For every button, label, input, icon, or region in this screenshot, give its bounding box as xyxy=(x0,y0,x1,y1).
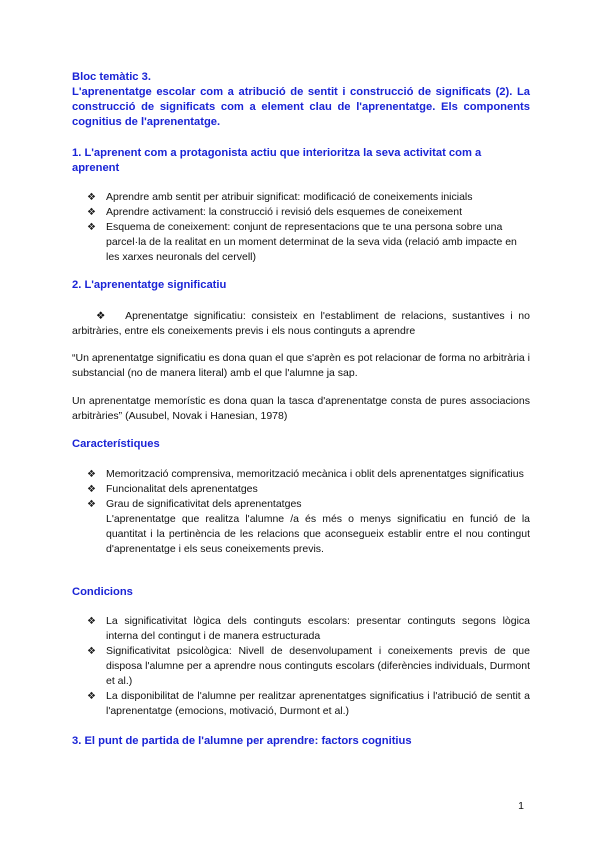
bullet-diamond-icon: ❖ xyxy=(87,691,96,702)
list-item: ❖ Memorització comprensiva, memorització mecànica i oblit dels aprenentatges significatius xyxy=(87,468,524,480)
list-item: ❖ Significativitat psicològica: Nivell de desenvolupament i coneixements previs de que disposa l'alumne per a aprendre nous continguts escolars (diferències individuals, Durmont et al.) xyxy=(87,645,530,687)
quote-paragraph-2: Un aprenentatge memorístic es dona quan la tasca d'aprenentatge consta de pures associacions arbitràries” (Ausubel, Novak i Hanesian, 1978) xyxy=(72,395,530,422)
bullet-diamond-icon: ❖ xyxy=(96,310,109,322)
list-item: ❖ La disponibilitat de l'alumne per realitzar aprenentatges significatius i l'atribució de sentit a l'aprenentatge (emocions, motivació, Durmont et al.) xyxy=(87,690,530,717)
section-heading-3: 3. El punt de partida de l'alumne per aprendre: factors cognitius xyxy=(72,735,412,747)
list-item: ❖ Grau de significativitat dels aprenentatges xyxy=(87,498,302,510)
section-1-list xyxy=(72,190,530,265)
bullet-diamond-icon: ❖ xyxy=(87,646,96,657)
list-item: ❖ Esquema de coneixement: conjunt de representacions que te una persona sobre una parcel·la de la realitat en un moment determinat de la seva vida (relació amb impacte en les xarxes neuronals del cervell) xyxy=(87,221,517,263)
bullet-diamond-icon: ❖ xyxy=(87,484,96,495)
bullet-diamond-icon: ❖ xyxy=(87,499,96,510)
caracteristiques-list xyxy=(72,467,530,557)
list-item-continuation: L'aprenentatge que realitza l'alumne /a és més o menys significatiu en funció de la quantitat i la pertinència de les relacions que aconsegueix establir entre el nou contingut d'aprenentatge i els seus coneixements previs. xyxy=(106,513,530,555)
list-item: ❖ Aprendre amb sentit per atribuir significat: modificació de coneixements inicials xyxy=(87,191,473,203)
bloc-title: Bloc temàtic 3. xyxy=(72,71,151,83)
list-item: ❖ Funcionalitat dels aprenentatges xyxy=(87,483,258,495)
bullet-diamond-icon: ❖ xyxy=(87,192,96,203)
bullet-diamond-icon: ❖ xyxy=(87,469,96,480)
list-item: ❖ La significativitat lògica dels continguts escolars: presentar continguts segons lògica interna del contingut i de manera estructurada xyxy=(87,615,530,642)
list-item: ❖ Aprendre activament: la construcció i revisió dels esquemes de coneixement xyxy=(87,206,463,218)
bullet-diamond-icon: ❖ xyxy=(87,616,96,627)
page-number: 1 xyxy=(518,800,524,812)
section-heading-2: 2. L'aprenentatge significatiu xyxy=(72,279,227,291)
quote-paragraph-1: “Un aprenentatge significatiu es dona quan el que s'aprèn es pot relacionar de forma no arbitrària i substancial (no de manera literal) amb el que l'alumne ja sap. xyxy=(72,352,530,379)
document-header xyxy=(72,70,530,130)
section-2-intro: ❖ Aprenentatge significatiu: consisteix en l'establiment de relacions, sustantives i no arbitràries, entre els coneixements previs i els nous continguts a aprendre xyxy=(72,310,530,337)
bullet-diamond-icon: ❖ xyxy=(87,207,96,218)
bullet-diamond-icon: ❖ xyxy=(87,222,96,233)
section-heading-1: 1. L'aprenent com a protagonista actiu que interioritza la seva activitat com a aprenent xyxy=(72,147,482,174)
caracteristiques-heading: Característiques xyxy=(72,438,160,450)
condicions-list xyxy=(72,614,530,719)
condicions-heading: Condicions xyxy=(72,586,133,598)
main-title: L'aprenentatge escolar com a atribució de sentit i construcció de significats (2). La construcció de significats com a element clau de l'aprenentatge. Els components cognitius de l'aprenentatge. xyxy=(72,86,530,128)
